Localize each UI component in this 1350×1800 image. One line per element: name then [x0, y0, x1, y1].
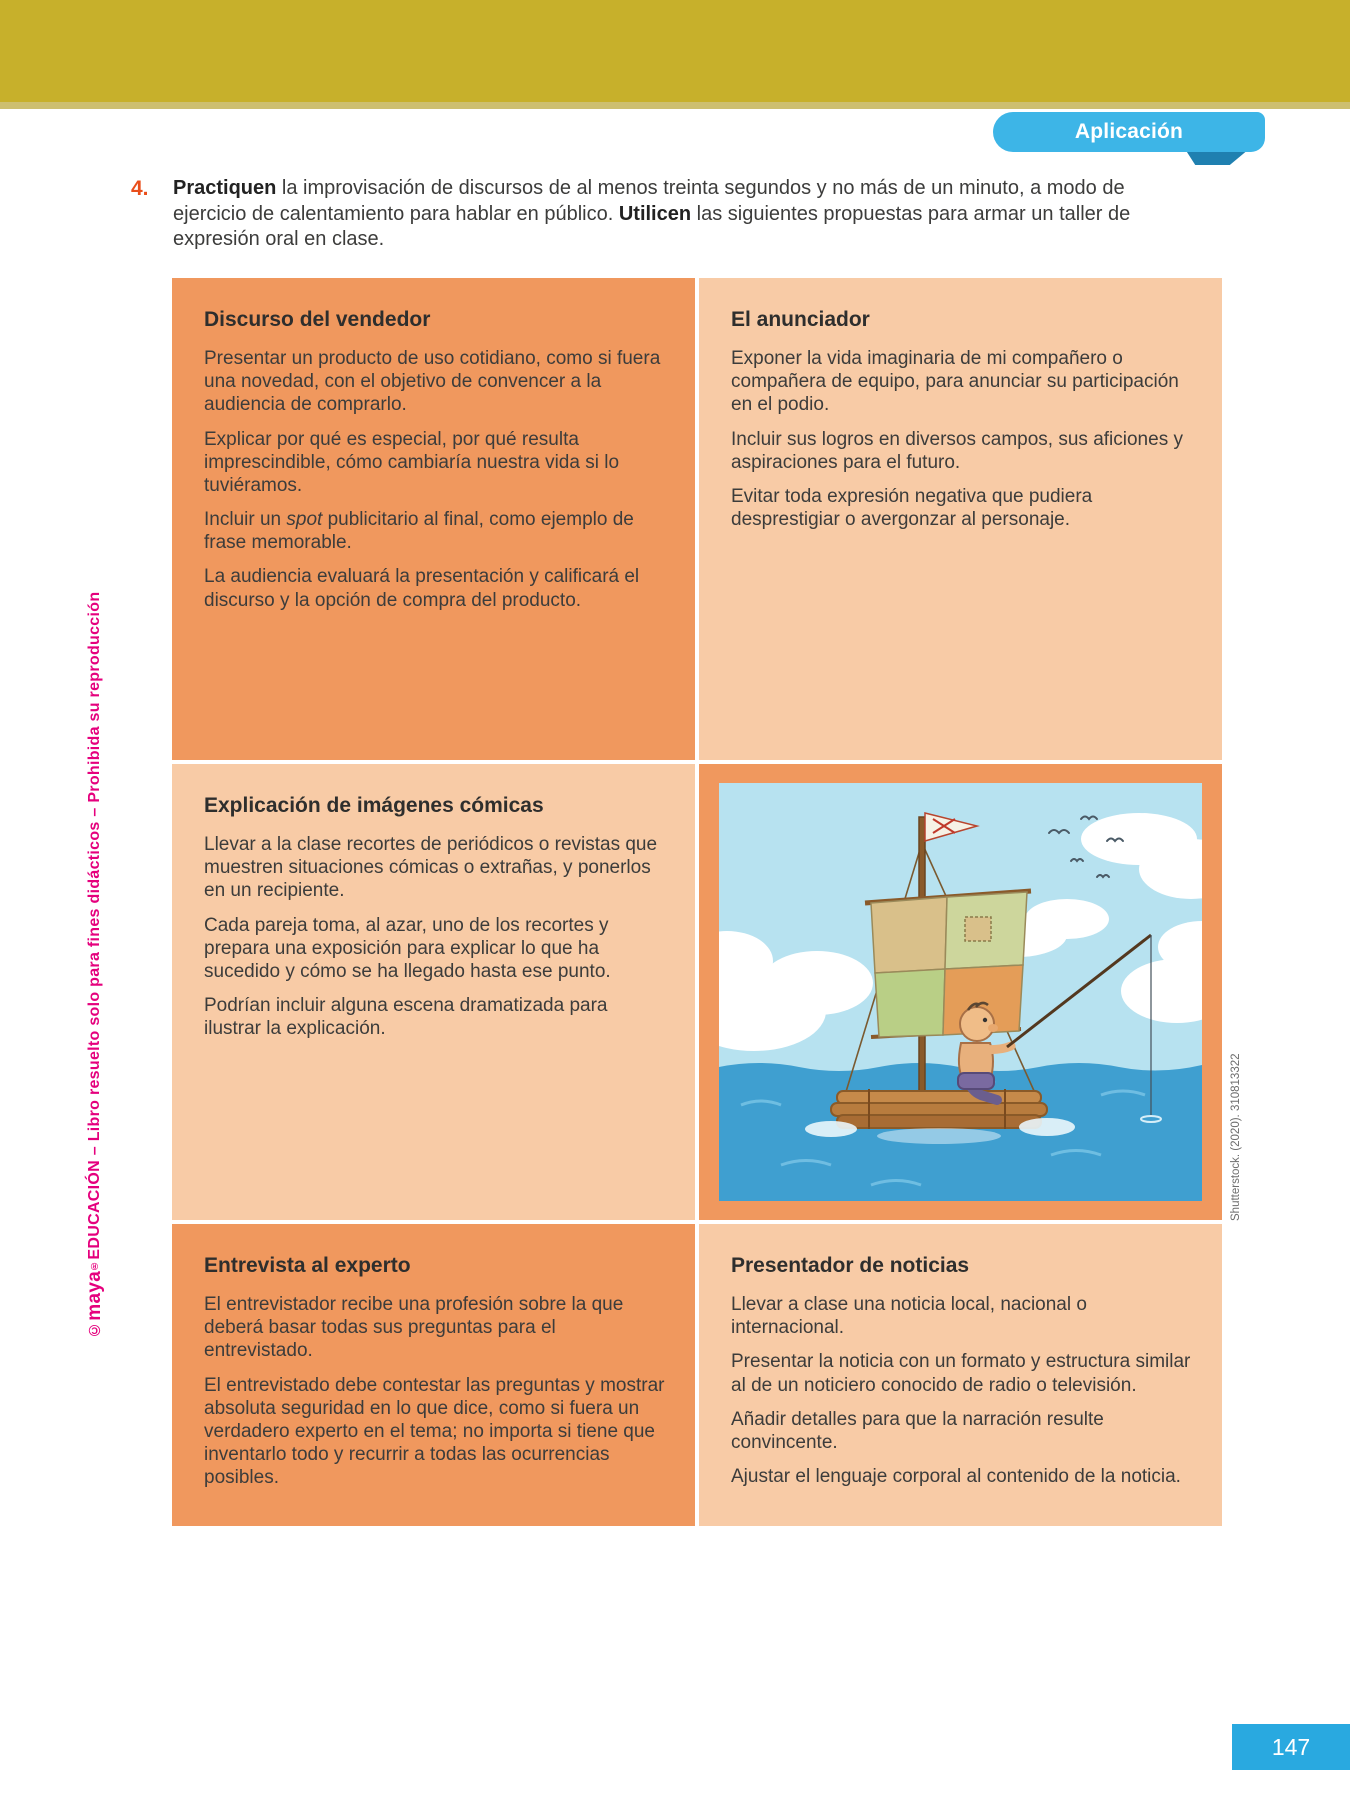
exercise-number: 4.: [131, 177, 149, 200]
aplicacion-section-tab: [993, 112, 1265, 152]
exercise-4: [131, 176, 1231, 253]
raft-cartoon-illustration: [719, 783, 1202, 1201]
card-paragraph: Podrían incluir alguna escena dramatizada para ilustrar la explicación.: [204, 995, 608, 1040]
card-paragraph: El entrevistador recibe una profesión sobre la que deberá basar todas sus preguntas para el entrevistado.: [204, 1294, 624, 1362]
legal-text: – Libro resuelto solo para fines didácticos – Prohibida su reproducción: [86, 591, 103, 1160]
brand-text: EDUCACIÓN: [86, 1159, 103, 1260]
registered-mark: ®: [89, 1259, 100, 1271]
exercise-text-2: las siguientes propuestas para armar un taller de expresión oral en clase.: [173, 202, 1131, 251]
card-paragraph: Presentar la noticia con un formato y estructura similar al de un noticiero conocido de radio o televisión.: [731, 1351, 1191, 1396]
paragraph-text: Incluir un: [204, 509, 287, 531]
card-entrevista-al-experto: [172, 1224, 695, 1526]
activity-card-grid: [172, 278, 1222, 1526]
card-paragraph: Llevar a clase una noticia local, nacional o internacional.: [731, 1294, 1087, 1339]
card-paragraph: Presentar un producto de uso cotidiano, como si fuera una novedad, con el objetivo de convencer a la audiencia de comprarlo.: [204, 348, 661, 416]
card-title: Discurso del vendedor: [204, 308, 431, 331]
copyright-symbol: ©: [86, 1320, 103, 1338]
exercise-instructions: [173, 176, 1203, 253]
page-number-box: [1232, 1724, 1350, 1770]
image-credit-text: Shutterstock. (2020). 310813322: [1230, 1053, 1242, 1221]
card-paragraph: Cada pareja toma, al azar, uno de los recortes y prepara una exposición para explicar lo que ha sucedido y cómo se ha llegado hasta ese punto.: [204, 914, 611, 982]
card-explicacion-imagenes-comicas: [172, 764, 695, 1220]
patchwork-sail: [871, 892, 1027, 1037]
card-paragraph: [204, 508, 665, 554]
card-illustration: [699, 764, 1222, 1220]
card-el-anunciador: [699, 278, 1222, 760]
card-paragraph: Ajustar el lenguaje corporal al contenido de la noticia.: [731, 1466, 1181, 1488]
exercise-bold-verb: Practiquen: [173, 177, 277, 199]
card-title: El anunciador: [731, 308, 870, 331]
card-title: Explicación de imágenes cómicas: [204, 794, 544, 817]
card-presentador-de-noticias: [699, 1224, 1222, 1526]
raft-logs: [831, 1089, 1047, 1129]
exercise-bold-verb-2: Utilicen: [618, 202, 692, 225]
header-band: [0, 0, 1350, 102]
tab-body: [993, 112, 1265, 152]
card-paragraph: Añadir detalles para que la narración resulte convincente.: [731, 1408, 1104, 1453]
card-paragraph: Incluir sus logros en diversos campos, sus aficiones y aspiraciones para el futuro.: [731, 428, 1183, 473]
page-number: 147: [1271, 1733, 1311, 1760]
card-paragraph: Explicar por qué es especial, por qué resulta imprescindible, cómo cambiaría nuestra vida si lo tuviéramos.: [204, 428, 620, 496]
card-paragraph: El entrevistado debe contestar las preguntas y mostrar absoluta seguridad en lo que dice, como si fuera un verdadero experto en el tema; no importa si tiene que inventarlo todo y recurrir a todas las ocurrencias posibles.: [204, 1374, 665, 1489]
card-discurso-del-vendedor: [172, 278, 695, 760]
maya-logo-text: maya: [84, 1270, 105, 1321]
card-paragraph: Evitar toda expresión negativa que pudiera desprestigiar o avergonzar al personaje.: [731, 485, 1093, 531]
card-title: Presentador de noticias: [731, 1254, 970, 1277]
header-band-shadow: [0, 102, 1350, 109]
card-paragraph: Llevar a la clase recortes de periódicos o revistas que muestren situaciones cómicas o extrañas, y ponerlos en un recipiente.: [204, 834, 658, 902]
card-title: Entrevista al experto: [204, 1254, 411, 1277]
card-paragraph: La audiencia evaluará la presentación y calificará el discurso y la opción de compra del producto.: [204, 566, 640, 611]
tab-label: Aplicación: [1074, 120, 1184, 143]
card-paragraph: Exponer la vida imaginaria de mi compañero o compañera de equipo, para anunciar su participación en el podio.: [731, 348, 1179, 416]
exercise-text: la improvisación de discursos de al menos treinta segundos y no más de un minuto, a modo de ejercicio de calentamiento para hablar en público.: [173, 177, 1125, 225]
paragraph-text: publicitario al final, como ejemplo de frase memorable.: [204, 509, 634, 554]
copyright-sidebar-text: [84, 486, 112, 1338]
italic-term: spot: [286, 509, 323, 531]
